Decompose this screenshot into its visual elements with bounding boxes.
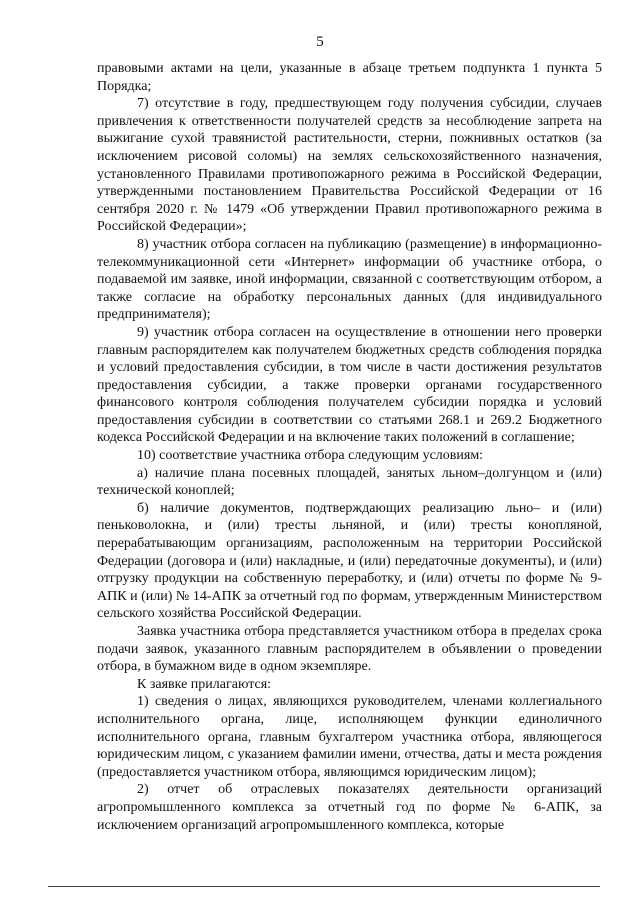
paragraph-item-9: 9) участник отбора согласен на осуществление в отношении него проверки главным распорядителем как получателем бюджетных средств соблюдения порядка и условий предоставления субсидии, в том числе в части достижения результатов предоставления субсидии, а также проверки органами государственного финансового контроля соблюдения получателем субсидии порядка и условий предоставления субсидии в соответствии со статьями 268.1 и 269.2 Бюджетного кодекса Российской Федерации и на включение таких положений в соглашение; [97,324,602,446]
page-number: 5 [316,34,324,50]
paragraph-continuation: правовыми актами на цели, указанные в абзаце третьем подпункта 1 пункта 5 Порядка; [97,61,602,94]
document-body [97,60,602,834]
paragraph-application-submission: Заявка участника отбора представляется участником отбора в пределах срока подачи заявок, указанного главным распорядителем в объявлении о проведении отбора, в бумажном виде в одном экземпляре. [97,624,602,675]
paragraph-item-10b: б) наличие документов, подтверждающих реализацию льно– и (или) пеньковолокна, и (или) тресты льняной, и (или) тресты конопляной, перерабатывающим организациям, расположенным на территории Российской Федерации (договора и (или) накладные, и (или) передаточные документы), и (или) отгрузку продукции на собственную переработку, и (или) отчеты по форме № 9-АПК и (или) № 14-АПК за отчетный год по формам, утвержденным Министерством сельского хозяйства Российской Федерации. [97,500,602,622]
paragraph-item-8: 8) участник отбора согласен на публикацию (размещение) в информационно-телекоммуникационной сети «Интернет» информации об участнике отбора, о подаваемой им заявке, иной информации, связанной с соответствующим отбором, а также согласие на обработку персональных данных (для индивидуального предпринимателя); [97,236,602,323]
page-bottom-rule [48,886,600,887]
paragraph-item-10: 10) соответствие участника отбора следующим условиям: [137,448,484,464]
paragraph-item-10a: а) наличие плана посевных площадей, занятых льном–долгунцом и (или) технической коноплей; [97,465,602,499]
paragraph-attachment-2: 2) отчет об отраслевых показателях деятельности организаций агропромышленного комплекса за отчетный год по форме № 6-АПК, за исключением организаций агропромышленного комплекса, которые [97,782,602,833]
paragraph-attachment-1: 1) сведения о лицах, являющихся руководителем, членами коллегиального исполнительного органа, лице, исполняющем функции единоличного исполнительного органа, главным бухгалтером участника отбора, являющегося юридическим лицом, с указанием фамилии имени, отчества, даты и места рождения (предоставляется участником отбора, являющимся юридическим лицом); [97,694,602,780]
paragraph-attachments-heading: К заявке прилагаются: [137,676,272,692]
paragraph-item-7: 7) отсутствие в году, предшествующем году получения субсидии, случаев привлечения к ответственности получателей средств за несоблюдение запрета на выжигание сухой травянистой растительности, стерни, пожнивных остатков (за исключением рисовой соломы) на землях сельскохозяйственного назначения, установленного Правилами противопожарного режима в Российской Федерации, утвержденными постановлением Правительства Российской Федерации от 16 сентября 2020 г. № 1479 «Об утверждении Правил противопожарного режима в Российской Федерации»; [97,96,602,235]
